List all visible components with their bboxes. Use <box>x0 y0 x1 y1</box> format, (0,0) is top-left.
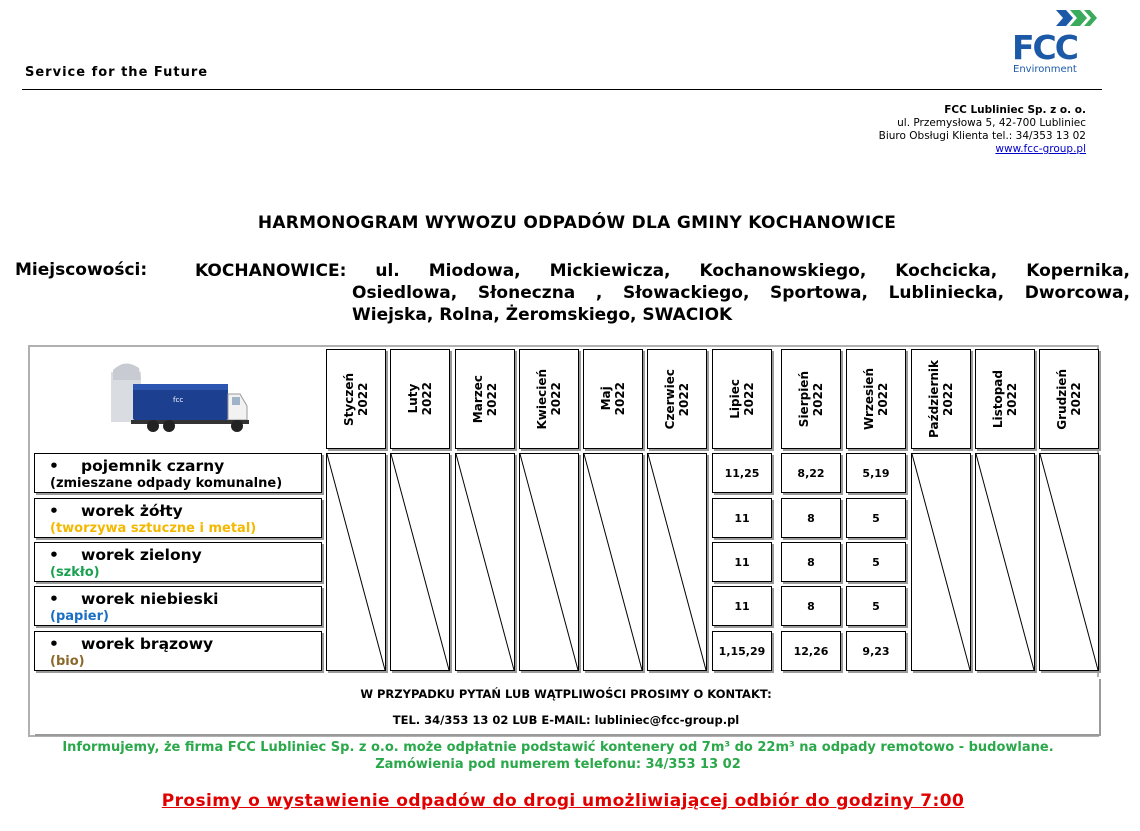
waste-type-title: • worek niebieski <box>49 590 321 608</box>
pickup-dates-cell: 8,22 <box>781 453 841 493</box>
no-pickup-cell <box>455 453 515 671</box>
no-pickup-cell <box>519 453 579 671</box>
info-line-1: Informujemy, że firma FCC Lubliniec Sp. z o.o. może odpłatnie podstawić kontenery od 7m³ do 22m³ na odpady remotowo - budowlane. <box>62 740 1054 755</box>
waste-type-row-label <box>34 586 322 626</box>
month-header-4 <box>519 349 579 449</box>
month-header-9 <box>846 349 906 449</box>
company-phone: Biuro Obsługi Klienta tel.: 34/353 13 02 <box>878 130 1086 142</box>
month-header-10 <box>911 349 971 449</box>
waste-type-subtitle: (bio) <box>50 654 85 669</box>
svg-text:fcc: fcc <box>173 396 184 404</box>
company-address: ul. Przemysłowa 5, 42-700 Lubliniec <box>897 117 1086 129</box>
pickup-dates-cell: 11 <box>712 586 772 626</box>
month-header-5 <box>583 349 643 449</box>
locations-label: Miejscowości: <box>15 260 148 280</box>
month-label: Maj 2022 <box>599 382 627 416</box>
month-label: Styczeń 2022 <box>342 372 370 426</box>
no-pickup-cell <box>390 453 450 671</box>
no-pickup-cell <box>583 453 643 671</box>
month-header-8 <box>781 349 841 449</box>
company-website-link[interactable]: www.fcc-group.pl <box>995 143 1086 155</box>
pickup-dates-cell: 8 <box>781 542 841 582</box>
contact-line-1: W PRZYPADKU PYTAŃ LUB WĄTPLIWOŚCI PROSIMY O KONTAKT: <box>360 687 772 701</box>
waste-type-subtitle: (zmieszane odpady komunalne) <box>50 476 283 491</box>
locations-line-2: Osiedlowa, Słoneczna , Słowackiego, Sportowa, Lubliniecka, Dworcowa, <box>352 283 1130 303</box>
waste-type-title: • pojemnik czarny <box>49 457 321 475</box>
waste-type-title: • worek żółty <box>49 502 321 520</box>
contact-box <box>33 677 1099 734</box>
logo-brand: FCC <box>1012 28 1077 67</box>
company-name: FCC Lubliniec Sp. z o. o. <box>944 104 1086 116</box>
no-pickup-cell <box>975 453 1035 671</box>
month-header-11 <box>975 349 1035 449</box>
month-header-12 <box>1039 349 1099 449</box>
month-label: Lipiec 2022 <box>728 379 756 419</box>
waste-type-row-label <box>34 542 322 582</box>
pickup-dates-cell: 11,25 <box>712 453 772 493</box>
waste-type-row-label <box>34 498 322 538</box>
pickup-dates-cell: 5 <box>846 542 906 582</box>
tagline: Service for the Future <box>25 65 209 80</box>
month-label: Wrzesień 2022 <box>862 367 890 430</box>
pickup-dates-cell: 11 <box>712 498 772 538</box>
pickup-dates-cell: 8 <box>781 498 841 538</box>
pickup-time-warning: Prosimy o wystawienie odpadów do drogi umożliwiającej odbiór do godziny 7:00 <box>161 791 965 811</box>
pickup-dates-cell: 8 <box>781 586 841 626</box>
contact-line-2: TEL. 34/353 13 02 LUB E-MAIL: lubliniec@fcc-group.pl <box>392 713 740 727</box>
month-label: Marzec 2022 <box>471 374 499 424</box>
no-pickup-cell <box>911 453 971 671</box>
waste-type-title: • worek brązowy <box>49 635 321 653</box>
month-header-6 <box>647 349 707 449</box>
month-label: Październik 2022 <box>927 360 955 438</box>
pickup-dates-cell: 5 <box>846 498 906 538</box>
pickup-dates-cell: 1,15,29 <box>712 631 772 671</box>
month-label: Kwiecień 2022 <box>535 368 563 430</box>
garbage-truck-image <box>34 349 322 449</box>
pickup-dates-cell: 11 <box>712 542 772 582</box>
month-header-3 <box>455 349 515 449</box>
month-label: Sierpień 2022 <box>797 370 825 428</box>
month-label: Grudzień 2022 <box>1055 368 1083 430</box>
month-label: Czerwiec 2022 <box>663 368 691 430</box>
pickup-dates-cell: 9,23 <box>846 631 906 671</box>
month-label: Listopad 2022 <box>991 369 1019 429</box>
pickup-dates-cell: 12,26 <box>781 631 841 671</box>
container-info <box>0 739 1116 773</box>
no-pickup-cell <box>647 453 707 671</box>
month-header-2 <box>390 349 450 449</box>
info-line-2: Zamówienia pod numerem telefonu: 34/353 13 02 <box>375 757 741 772</box>
pickup-dates-cell: 5,19 <box>846 453 906 493</box>
month-header-7 <box>712 349 772 449</box>
waste-type-subtitle: (papier) <box>50 609 109 624</box>
waste-type-row-label <box>34 631 322 671</box>
no-pickup-cell <box>326 453 386 671</box>
pickup-dates-cell: 5 <box>846 586 906 626</box>
waste-type-subtitle: (szkło) <box>50 565 100 580</box>
month-label: Luty 2022 <box>406 382 434 416</box>
month-header-1 <box>326 349 386 449</box>
logo-subtitle: Environment <box>1013 64 1077 75</box>
waste-type-title: • worek zielony <box>49 546 321 564</box>
waste-type-row-label <box>34 453 322 493</box>
no-pickup-cell <box>1039 453 1099 671</box>
waste-type-subtitle: (tworzywa sztuczne i metal) <box>50 521 257 536</box>
locations-line-3: Wiejska, Rolna, Żeromskiego, SWACIOK <box>352 305 733 325</box>
page-title: HARMONOGRAM WYWOZU ODPADÓW DLA GMINY KOCHANOWICE <box>257 213 897 233</box>
locations-line-1: KOCHANOWICE: ul. Miodowa, Mickiewicza, Kochanowskiego, Kochcicka, Kopernika, <box>195 261 1130 281</box>
